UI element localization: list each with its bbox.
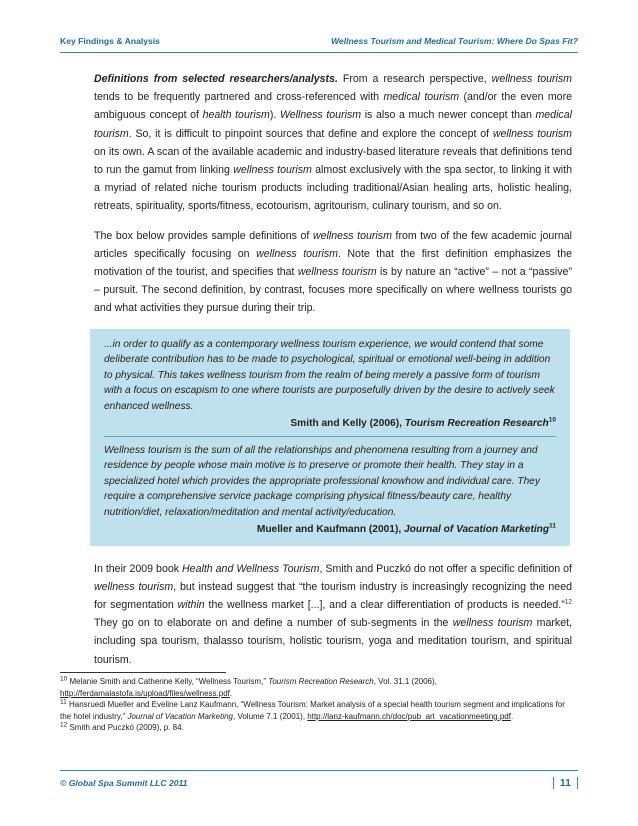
citation-smith-kelly [104, 416, 556, 432]
text: market, including spa tourism, thalasso tourism, holistic tourism, yoga and meditation tourism, and spiritual tourism. [94, 617, 573, 666]
text: , Vol. 31.1 (2006), [373, 677, 437, 686]
header-document-title: Wellness Tourism and Medical Tourism: Where Do Spas Fit? [330, 36, 578, 46]
text: The box below provides sample definitions of [94, 229, 313, 242]
header-divider [60, 52, 578, 53]
footnote-12 [60, 722, 572, 734]
emphasis: medical tourism [383, 91, 460, 104]
footnote-10 [60, 676, 572, 699]
emphasis: within [177, 599, 205, 612]
text: , Smith and Puczkó do not offer a specific definition of [319, 562, 572, 575]
emphasis: Health and Wellness Tourism [182, 562, 320, 575]
text: Hansruedi Mueller and Eveline Lanz Kaufmann, “Wellness Tourism: Market analysis of a special health tourism segment and implications for the hotel industry,” [60, 700, 565, 721]
emphasis: wellness tourism [452, 617, 533, 630]
emphasis: wellness tourism [233, 164, 312, 177]
text: , but instead suggest that “the tourism industry is increasingly recognizing the need for segmentation [94, 580, 572, 612]
text: from two of the few academic journal articles specifically focusing on [94, 229, 572, 260]
text: From a research perspective, [337, 73, 492, 85]
text: In their 2009 book [94, 562, 183, 575]
text: almost exclusively with the spa sector, to linking it with a myriad of related niche tourism products including traditional/Asian healing arts, holistic healing, retreats, spirituality, sports/fitness, ecotourism, agritourism, culinary tourism, and so on. [94, 164, 572, 213]
citation-journal: Journal of Vacation Marketing [404, 524, 550, 536]
definitions-box [90, 329, 570, 546]
emphasis: medical tourism [94, 109, 572, 140]
quote-mueller-kaufmann: Wellness tourism is the sum of all the relationships and phenomena resulting from a journey and residence by people whose main motive is to preserve or promote their health. They stay in a specialized hotel which provides the appropriate professional knowhow and individual care. They require a comprehensive service package comprising physical fitness/beauty care, healthy nutrition/diet, relaxation/meditation and mental activity/education. [104, 444, 541, 518]
footnote-number: 10 [60, 675, 68, 683]
text: . Note that the first definition emphasizes the motivation of the tourist, and specifies that [94, 247, 572, 279]
emphasis: Tourism Recreation Research [268, 677, 374, 686]
paragraph-definitions [94, 70, 572, 216]
emphasis: wellness tourism [312, 229, 392, 242]
emphasis: Journal of Vacation Marketing [127, 711, 233, 721]
footnote-11 [60, 699, 572, 722]
emphasis: health tourism [202, 109, 270, 122]
emphasis: wellness tourism [94, 580, 174, 593]
citation-authors: Mueller and Kaufmann (2001), [256, 524, 405, 536]
citation-mueller-kaufmann [104, 522, 556, 538]
footer-divider [60, 770, 578, 771]
box-divider [104, 436, 556, 437]
paragraph-segmentation [94, 560, 572, 669]
text: Smith and Puczkó (2009), p. 84. [67, 723, 184, 733]
footnote-ref[interactable]: 11 [549, 522, 556, 530]
footnote-ref[interactable]: 12 [564, 598, 572, 606]
footnotes [60, 676, 572, 734]
footnote-ref[interactable]: 10 [548, 416, 556, 424]
quote-smith-kelly: ...in order to qualify as a contemporary wellness tourism experience, we would contend that some deliberate contribution has to be made to psychological, spiritual or emotional well-being in addition to physical. This takes wellness tourism from the realm of being merely a passive form of tourism with a focus on escapism to one where tourists are purposefully driven by the desire to actively seek enhanced wellness. [104, 338, 555, 412]
text: , Volume 7.1 (2001), [233, 711, 308, 721]
footnote-link[interactable]: http://ferdamalastofa.is/upload/files/wellness.pdf [60, 688, 230, 698]
text: is also a much newer concept than [361, 109, 536, 122]
page-header [60, 36, 578, 46]
emphasis: wellness tourism [256, 247, 338, 260]
footnote-number: 12 [60, 721, 68, 729]
page-footer [60, 777, 578, 789]
footnote-number: 11 [60, 698, 67, 706]
text: the wellness market [...], and a clear differentiation of products is needed.” [204, 599, 565, 612]
footnote-divider [60, 672, 226, 673]
text: . [510, 711, 514, 721]
text: on its own. A scan of the available academic and industry-based literature reveals that definitions tend to run the gamut from linking [94, 145, 572, 177]
emphasis: wellness tourism [297, 266, 377, 279]
header-section-title: Key Findings & Analysis [60, 36, 160, 46]
text: tends to be frequently partnered and cross-referenced with [94, 91, 384, 104]
copyright: © Global Spa Summit LLC 2011 [60, 778, 188, 788]
main-content [94, 70, 572, 680]
text: is by nature an “active” – not a “passive” – pursuit. The second definition, by contrast, focuses more specifically on where wellness tourists go and what activities they pursue during their trip. [94, 266, 572, 315]
text: . [229, 688, 233, 698]
page-number: 11 [553, 777, 578, 789]
text: . So, it is difficult to pinpoint sources that define and explore the concept of [128, 127, 493, 140]
emphasis: wellness tourism [491, 73, 572, 85]
text: ). [269, 109, 280, 122]
emphasis: wellness tourism [492, 127, 572, 140]
paragraph-box-intro [94, 227, 572, 318]
citation-journal: Tourism Recreation Research [404, 418, 549, 430]
emphasis: Wellness tourism [279, 109, 362, 122]
paragraph-lead: Definitions from selected researchers/analysts. [94, 73, 338, 85]
text: Melanie Smith and Catherine Kelly, “Wellness Tourism,” [67, 677, 269, 686]
citation-authors: Smith and Kelly (2006), [290, 418, 405, 430]
text: (and/or the even more ambiguous concept of [94, 91, 572, 122]
footnote-link[interactable]: http://lanz-kaufmann.ch/doc/pub_art_vacationmeeting.pdf [307, 711, 511, 721]
text: They go on to elaborate on and define a number of sub-segments in the [94, 617, 453, 630]
